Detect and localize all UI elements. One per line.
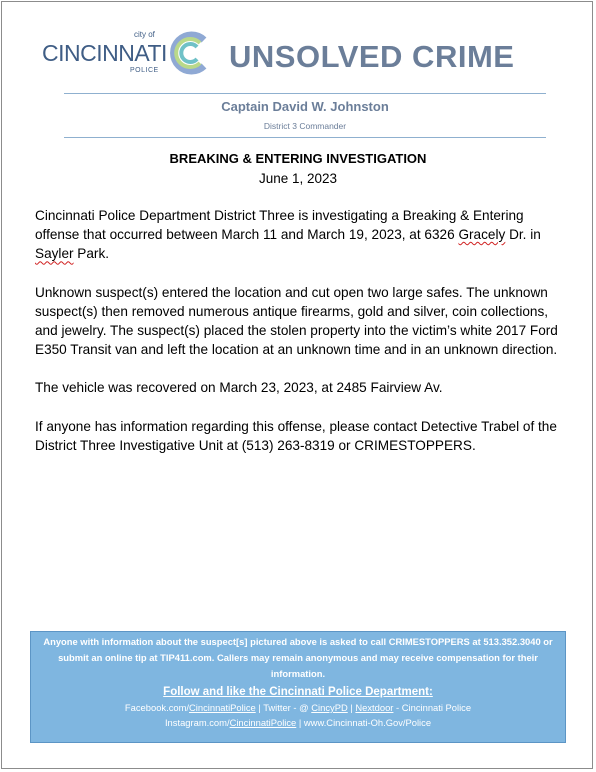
logo-police: POLICE	[130, 67, 159, 74]
p1-sayler: Sayler	[35, 246, 74, 262]
facebook-prefix: Facebook.com/	[124, 702, 190, 713]
logo-city-of: city of	[134, 30, 155, 39]
header-rule-bottom	[64, 137, 546, 138]
paragraph-contact: If anyone has information regarding this offense, please contact Detective Trabel of the District Three Investigative Unit at (513) 263-8319 or CRIMESTOPPERS.	[35, 418, 557, 453]
logo-cincinnati: CINCINNATI	[42, 40, 167, 66]
nextdoor-suffix: - Cincinnati Police	[393, 702, 472, 713]
separator: |	[347, 702, 356, 713]
header-rule-top	[64, 93, 546, 94]
instagram-link[interactable]: CincinnatiPolice	[229, 717, 297, 728]
p1-gracely: Gracely	[458, 227, 506, 243]
paragraph-vehicle: The vehicle was recovered on March 23, 2023, at 2485 Fairview Av.	[35, 380, 443, 396]
footer-social-links-2	[31, 715, 565, 730]
commander-title: District 3 Commander	[263, 121, 347, 131]
p1-text-b: Dr. in	[505, 227, 541, 243]
body-text	[35, 206, 571, 474]
twitter-prefix: | Twitter - @	[255, 702, 312, 713]
website-link[interactable]: | www.Cincinnati-Oh.Gov/Police	[296, 717, 432, 728]
logo-c-swirl-icon	[164, 28, 214, 78]
footer-tip: Anyone with information about the suspect[s] pictured above is asked to call CRIMESTOPPERS at 513.352.3040 or submit an online tip at TIP411.com. Callers may remain anonymous and may receive compensation for their information.	[43, 636, 553, 679]
notice-date: June 1, 2023	[258, 171, 338, 186]
twitter-link[interactable]: CincyPD	[311, 702, 348, 713]
p1-text-a: Cincinnati Police Department District Three is investigating a Breaking & Entering offense that occurred between March 11 and March 19, 2023, at 6326	[35, 208, 524, 243]
p1-text-c: Park.	[73, 246, 110, 262]
nextdoor-link[interactable]: Nextdoor	[355, 702, 394, 713]
notice-headline: BREAKING & ENTERING INVESTIGATION	[169, 151, 427, 166]
footer-follow: Follow and like the Cincinnati Police Department:	[163, 686, 433, 698]
paragraph-location	[35, 206, 571, 264]
instagram-prefix: Instagram.com/	[164, 717, 230, 728]
facebook-link[interactable]: CincinnatiPolice	[189, 702, 256, 713]
footer-social-links-1	[31, 700, 565, 715]
captain-name: Captain David W. Johnston	[221, 99, 389, 114]
paragraph-suspects: Unknown suspect(s) entered the location and cut open two large safes. The unknown suspect(s) then removed numerous antique firearms, gold and silver, coin collections, and jewelry. The suspect(s) placed the stolen property into the victim’s white 2017 Ford E350 Transit van and left the location at an unknown time and in an unknown direction.	[35, 284, 558, 358]
footer-box	[30, 631, 566, 743]
banner-title: UNSOLVED CRIME	[229, 39, 515, 74]
cincinnati-police-logo	[42, 28, 214, 82]
